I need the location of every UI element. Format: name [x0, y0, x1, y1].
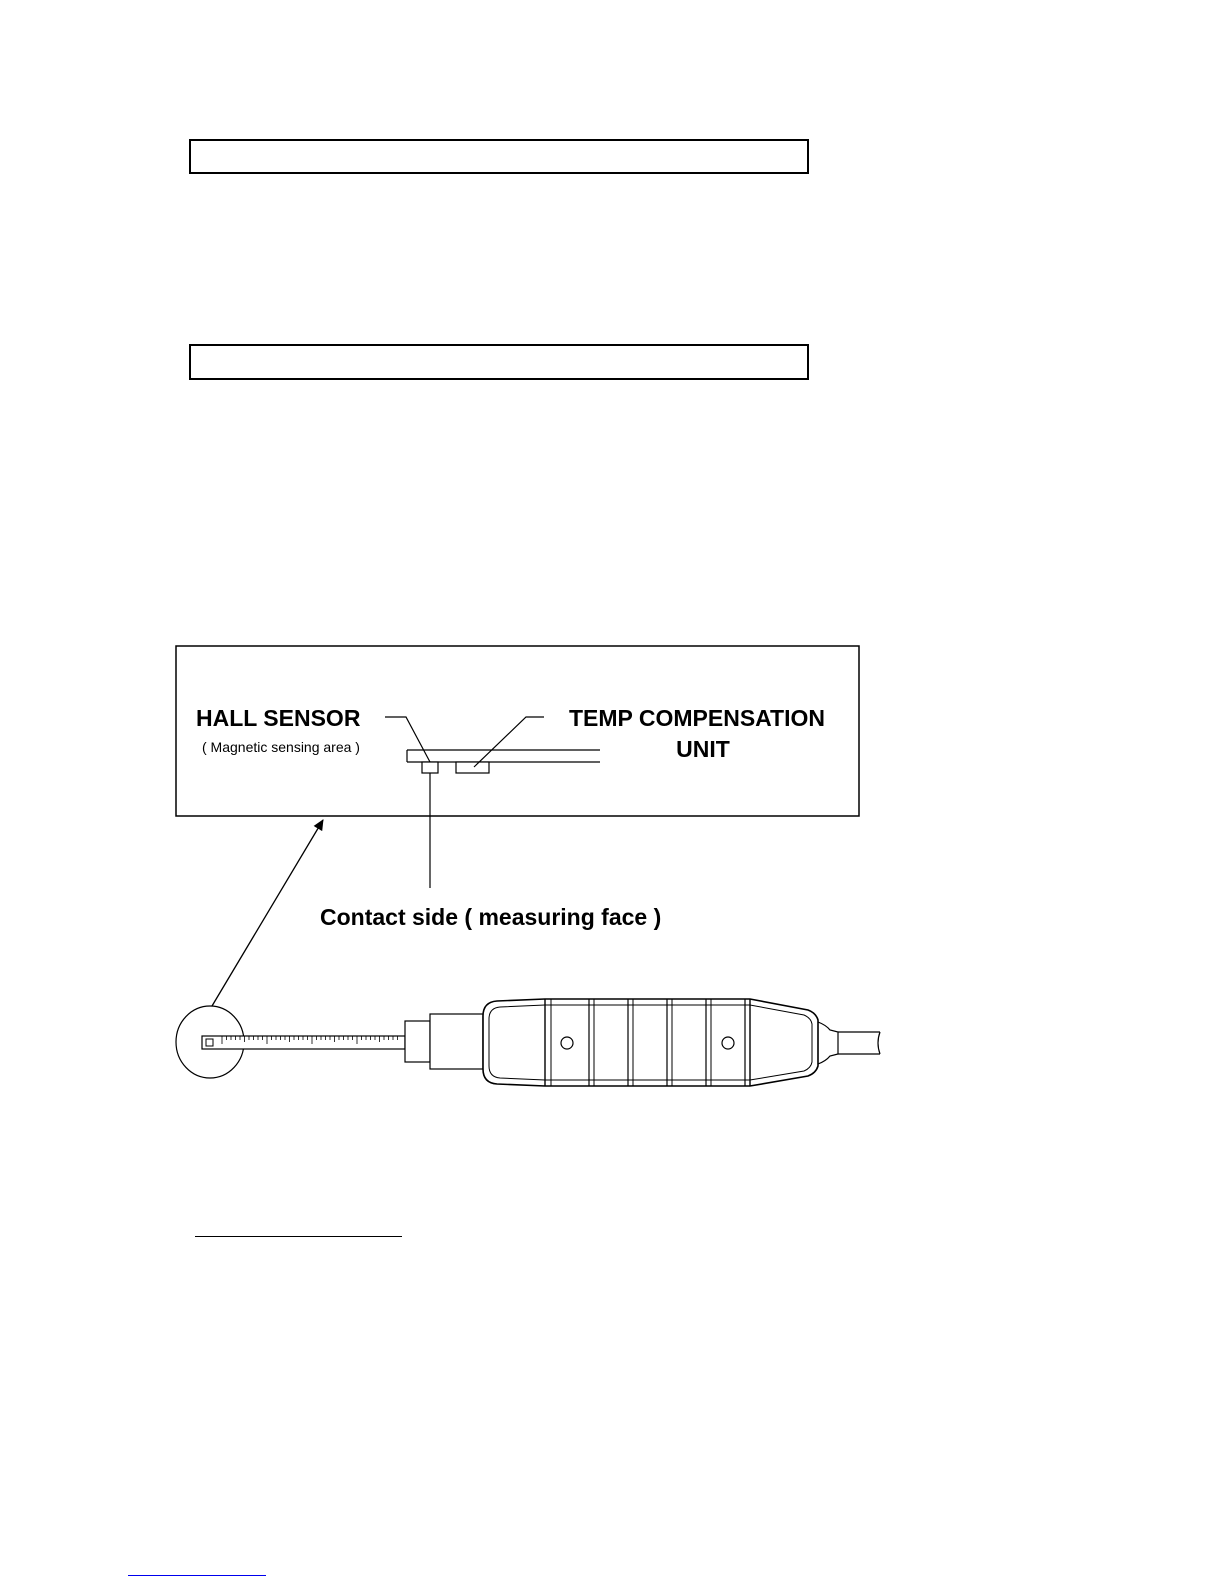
- link-underline[interactable]: [128, 1575, 266, 1576]
- hall-sensor-label: HALL SENSOR: [196, 705, 361, 731]
- probe-cable: [818, 1022, 880, 1064]
- magnify-arrow: [212, 820, 323, 1006]
- hall-sensor-sublabel: ( Magnetic sensing area ): [202, 739, 360, 755]
- hall-sensor-element: [422, 762, 438, 773]
- probe-handle: [483, 999, 818, 1086]
- footnote-rule: [195, 1236, 402, 1237]
- contact-side-label: Contact side ( measuring face ): [320, 904, 662, 930]
- probe-collar: [405, 1014, 483, 1069]
- sensor-plate: [407, 750, 600, 762]
- detail-frame: [176, 646, 859, 816]
- temp-comp-label-line2: UNIT: [676, 736, 730, 762]
- temp-comp-label-line1: TEMP COMPENSATION: [569, 705, 825, 731]
- temp-compensation-element: [456, 762, 489, 773]
- probe-stem: [202, 1036, 405, 1049]
- temp-comp-leader: [474, 717, 544, 767]
